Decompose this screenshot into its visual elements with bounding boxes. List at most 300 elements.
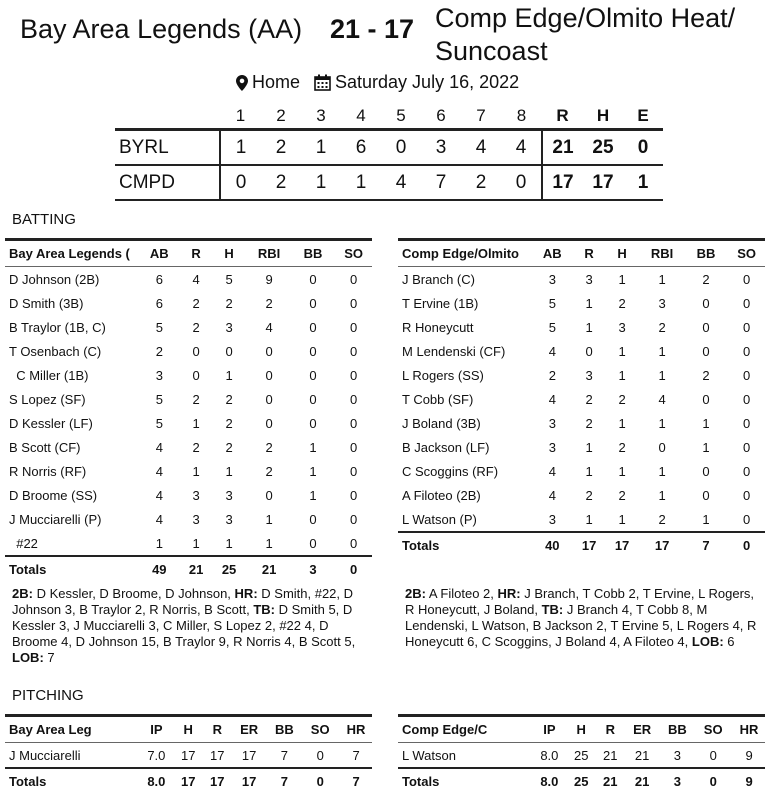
line-score-row bbox=[115, 130, 663, 166]
total-cell: 40 bbox=[530, 532, 571, 557]
stat-cell: 0 bbox=[309, 511, 317, 527]
column-header: Comp Edge/C bbox=[398, 716, 530, 743]
stat-cell: 2 bbox=[658, 319, 666, 335]
table-row bbox=[5, 267, 372, 292]
line-score-cell: 2 bbox=[261, 165, 301, 200]
stat-cell: 1 bbox=[155, 535, 163, 551]
table-row bbox=[5, 411, 372, 435]
table-row bbox=[398, 743, 765, 769]
stat-cell: 0 bbox=[350, 439, 358, 455]
line-score-cell: 17 bbox=[583, 165, 623, 200]
column-header: Comp Edge/Olmito bbox=[398, 240, 530, 267]
stat-cell: 3 bbox=[585, 367, 593, 383]
stat-cell: 1 bbox=[618, 343, 626, 359]
line-score-header-cell bbox=[115, 104, 220, 130]
note-label: 2B: bbox=[405, 586, 426, 601]
table-row bbox=[5, 291, 372, 315]
stat-cell: 1 bbox=[265, 535, 273, 551]
column-header: H bbox=[172, 716, 201, 743]
stat-cell: 0 bbox=[350, 511, 358, 527]
home-pitching-table bbox=[398, 714, 765, 793]
stat-cell: 0 bbox=[309, 391, 317, 407]
note-label: HR: bbox=[497, 586, 521, 601]
stat-cell: 1 bbox=[702, 511, 710, 527]
stat-cell: 0 bbox=[743, 487, 751, 503]
column-header: R bbox=[201, 716, 230, 743]
stat-cell: 2 bbox=[585, 391, 593, 407]
totals-label: Totals bbox=[5, 768, 137, 793]
stat-cell: 2 bbox=[192, 295, 200, 311]
column-header: IP bbox=[530, 716, 565, 743]
stat-cell: 0 bbox=[743, 319, 751, 335]
player-name: J Mucciarelli (P) bbox=[9, 511, 102, 527]
stat-cell: 1 bbox=[618, 367, 626, 383]
stat-cell: 0 bbox=[265, 487, 273, 503]
stat-cell: 2 bbox=[265, 295, 273, 311]
line-score-row bbox=[115, 165, 663, 200]
note-text: J Branch 4, T Cobb 8, M Lendenski, L Watson, B Jackson 2, T Ervine 5, L Rogers 4, R Honeycutt 6, C Scoggins, J Boland 4, A Filoteo 4, bbox=[405, 602, 757, 649]
stat-cell: 7.0 bbox=[147, 747, 166, 763]
total-cell: 7 bbox=[264, 768, 300, 793]
total-cell: 0 bbox=[693, 768, 729, 793]
stat-cell: 0 bbox=[316, 747, 324, 763]
player-name: R Norris (RF) bbox=[9, 463, 87, 479]
line-score-cell: 1 bbox=[301, 165, 341, 200]
calendar-icon bbox=[314, 74, 331, 91]
stat-cell: 4 bbox=[192, 271, 200, 287]
line-score-cell: 4 bbox=[501, 130, 542, 166]
table-row bbox=[398, 363, 765, 387]
player-name: D Broome (SS) bbox=[9, 487, 98, 503]
stat-cell: 0 bbox=[192, 367, 200, 383]
totals-label: Totals bbox=[398, 768, 530, 793]
stat-cell: 2 bbox=[225, 295, 233, 311]
away-pitching-table bbox=[5, 714, 372, 793]
stat-cell: 2 bbox=[265, 463, 273, 479]
stat-cell: 5 bbox=[155, 319, 163, 335]
column-header: Bay Area Legends ( bbox=[5, 240, 137, 267]
column-header: H bbox=[211, 240, 244, 267]
stat-cell: 0 bbox=[350, 415, 358, 431]
line-score-cell: 1 bbox=[220, 130, 261, 166]
stat-cell: 5 bbox=[548, 295, 556, 311]
table-row bbox=[398, 411, 765, 435]
table-row bbox=[5, 339, 372, 363]
line-score-header-cell: 4 bbox=[356, 106, 366, 125]
stat-cell: 0 bbox=[350, 343, 358, 359]
stat-cell: 3 bbox=[192, 511, 200, 527]
stat-cell: 1 bbox=[585, 439, 593, 455]
stat-cell: 3 bbox=[548, 511, 556, 527]
stat-cell: 2 bbox=[585, 415, 593, 431]
total-cell: 3 bbox=[291, 556, 332, 581]
total-cell: 9 bbox=[729, 768, 765, 793]
stat-cell: 0 bbox=[309, 343, 317, 359]
player-name: L Watson bbox=[402, 747, 456, 763]
stat-cell: 7 bbox=[352, 747, 360, 763]
stat-cell: 1 bbox=[265, 511, 273, 527]
column-header: AB bbox=[530, 240, 571, 267]
stat-cell: 21 bbox=[634, 747, 650, 763]
stat-cell: 2 bbox=[618, 295, 626, 311]
column-header: SO bbox=[331, 240, 372, 267]
line-score-cell: 25 bbox=[583, 130, 623, 166]
table-row bbox=[398, 459, 765, 483]
total-cell: 21 bbox=[244, 556, 291, 581]
stat-cell: 0 bbox=[309, 271, 317, 287]
player-name: B Jackson (LF) bbox=[402, 439, 490, 455]
note-label: LOB: bbox=[691, 634, 724, 649]
player-name: T Osenbach (C) bbox=[9, 343, 102, 359]
stat-cell: 0 bbox=[702, 463, 710, 479]
stat-cell: 2 bbox=[548, 367, 556, 383]
stat-cell: 6 bbox=[155, 295, 163, 311]
stat-cell: 21 bbox=[603, 747, 618, 763]
table-row bbox=[5, 387, 372, 411]
line-score-header-cell: 1 bbox=[235, 106, 246, 125]
column-header: H bbox=[604, 240, 637, 267]
table-row bbox=[398, 435, 765, 459]
away-team-name: Bay Area Legends (AA) bbox=[20, 14, 303, 44]
totals-row bbox=[398, 768, 765, 793]
column-header: BB bbox=[264, 716, 300, 743]
stat-cell: 0 bbox=[309, 535, 317, 551]
line-score-cell: 17 bbox=[542, 165, 583, 200]
stat-cell: 0 bbox=[265, 415, 273, 431]
table-row bbox=[398, 267, 765, 292]
total-cell: 17 bbox=[637, 532, 684, 557]
player-name: J Branch (C) bbox=[402, 271, 475, 287]
player-name: #22 bbox=[9, 535, 38, 551]
total-cell: 21 bbox=[178, 556, 211, 581]
stat-cell: 0 bbox=[350, 391, 358, 407]
stat-cell: 1 bbox=[309, 487, 317, 503]
stat-cell: 0 bbox=[743, 343, 751, 359]
column-header: BB bbox=[291, 240, 332, 267]
stat-cell: 1 bbox=[309, 439, 317, 455]
note-text: D Smith 5, D Kessler 3, J Mucciarelli 3, C Miller, S Lopez 2, #22 4, D Broome 4, D Johnson 15, B Traylor 9, R Norris 4, B Scott 5, bbox=[12, 602, 356, 649]
total-cell: 21 bbox=[623, 768, 658, 793]
column-header: HR bbox=[729, 716, 765, 743]
column-header: ER bbox=[230, 716, 265, 743]
column-header: R bbox=[571, 240, 604, 267]
totals-row bbox=[5, 768, 372, 793]
table-header bbox=[5, 716, 372, 743]
stat-cell: 5 bbox=[155, 415, 163, 431]
stat-cell: 1 bbox=[658, 487, 666, 503]
stat-cell: 4 bbox=[265, 319, 273, 335]
line-score-cell: 7 bbox=[421, 165, 461, 200]
totals-label: Totals bbox=[398, 532, 530, 557]
player-name: D Kessler (LF) bbox=[9, 415, 93, 431]
stat-cell: 4 bbox=[155, 463, 163, 479]
line-score-header-cell: H bbox=[596, 106, 610, 125]
total-cell: 17 bbox=[172, 768, 201, 793]
stat-cell: 2 bbox=[225, 415, 233, 431]
line-score-header-cell: 3 bbox=[316, 106, 326, 125]
line-score-cell: 4 bbox=[461, 130, 501, 166]
stat-cell: 0 bbox=[702, 487, 710, 503]
stat-cell: 0 bbox=[309, 319, 317, 335]
stat-cell: 0 bbox=[309, 415, 317, 431]
stat-cell: 2 bbox=[585, 487, 593, 503]
line-score-cell: 21 bbox=[542, 130, 583, 166]
stat-cell: 0 bbox=[585, 343, 593, 359]
stat-cell: 0 bbox=[743, 463, 751, 479]
totals-row bbox=[5, 556, 372, 581]
table-row bbox=[5, 315, 372, 339]
stat-cell: 5 bbox=[548, 319, 556, 335]
stat-cell: 5 bbox=[155, 391, 163, 407]
stat-cell: 2 bbox=[618, 439, 626, 455]
stat-cell: 1 bbox=[192, 535, 200, 551]
stat-cell: 0 bbox=[743, 391, 751, 407]
stat-cell: 0 bbox=[265, 391, 273, 407]
total-cell: 17 bbox=[604, 532, 637, 557]
stat-cell: 0 bbox=[192, 343, 200, 359]
note-label: TB: bbox=[541, 602, 564, 617]
column-header: ER bbox=[623, 716, 658, 743]
player-name: B Scott (CF) bbox=[9, 439, 81, 455]
stat-cell: 1 bbox=[585, 319, 593, 335]
total-cell: 0 bbox=[724, 532, 765, 557]
stat-cell: 4 bbox=[658, 391, 666, 407]
stat-cell: 0 bbox=[702, 295, 710, 311]
stat-cell: 25 bbox=[574, 747, 589, 763]
note-text: 7 bbox=[43, 650, 55, 665]
game-date: Saturday July 16, 2022 bbox=[335, 72, 520, 92]
player-name: C Miller (1B) bbox=[9, 367, 89, 383]
final-score: 21 - 17 bbox=[330, 14, 415, 44]
stat-cell: 3 bbox=[225, 511, 233, 527]
player-name: T Ervine (1B) bbox=[402, 295, 479, 311]
away-batting-table bbox=[5, 238, 372, 581]
stat-cell: 2 bbox=[618, 487, 626, 503]
stat-cell: 1 bbox=[192, 463, 200, 479]
player-name: R Honeycutt bbox=[402, 319, 474, 335]
total-cell: 49 bbox=[137, 556, 178, 581]
stat-cell: 4 bbox=[155, 439, 163, 455]
column-header: BB bbox=[684, 240, 725, 267]
stat-cell: 0 bbox=[709, 747, 717, 763]
column-header: SO bbox=[724, 240, 765, 267]
stat-cell: 1 bbox=[658, 271, 666, 287]
stat-cell: 3 bbox=[548, 415, 556, 431]
table-row bbox=[398, 291, 765, 315]
table-row bbox=[398, 339, 765, 363]
stat-cell: 1 bbox=[618, 511, 626, 527]
stat-cell: 17 bbox=[210, 747, 225, 763]
player-name: J Boland (3B) bbox=[402, 415, 481, 431]
player-name: D Johnson (2B) bbox=[9, 271, 100, 287]
stat-cell: 0 bbox=[743, 367, 751, 383]
line-score-cell: 6 bbox=[341, 130, 381, 166]
stat-cell: 0 bbox=[743, 439, 751, 455]
player-name: J Mucciarelli bbox=[9, 747, 81, 763]
player-name: L Rogers (SS) bbox=[402, 367, 484, 383]
stat-cell: 0 bbox=[350, 463, 358, 479]
player-name: S Lopez (SF) bbox=[9, 391, 86, 407]
line-score-table bbox=[115, 104, 663, 201]
stat-cell: 1 bbox=[585, 511, 593, 527]
line-score-cell: 1 bbox=[301, 130, 341, 166]
team-abbrev: BYRL bbox=[115, 130, 220, 166]
stat-cell: 1 bbox=[585, 295, 593, 311]
stat-cell: 0 bbox=[225, 343, 233, 359]
stat-cell: 1 bbox=[658, 463, 666, 479]
location-label: Home bbox=[252, 72, 301, 92]
stat-cell: 2 bbox=[658, 511, 666, 527]
stat-cell: 2 bbox=[225, 391, 233, 407]
stat-cell: 0 bbox=[309, 295, 317, 311]
line-score-cell: 0 bbox=[501, 165, 542, 200]
note-label: 2B: bbox=[12, 586, 33, 601]
table-row bbox=[398, 315, 765, 339]
stat-cell: 4 bbox=[548, 391, 556, 407]
player-name: T Cobb (SF) bbox=[402, 391, 474, 407]
player-name: B Traylor (1B, C) bbox=[9, 319, 106, 335]
line-score-header-cell: 7 bbox=[476, 106, 486, 125]
stat-cell: 2 bbox=[225, 439, 233, 455]
stat-cell: 0 bbox=[350, 295, 358, 311]
stat-cell: 3 bbox=[548, 271, 556, 287]
stat-cell: 2 bbox=[192, 439, 200, 455]
stat-cell: 4 bbox=[155, 487, 163, 503]
stat-cell: 2 bbox=[192, 319, 200, 335]
table-row bbox=[5, 743, 372, 769]
column-header: SO bbox=[300, 716, 336, 743]
column-header: AB bbox=[137, 240, 178, 267]
stat-cell: 2 bbox=[618, 391, 626, 407]
stat-cell: 0 bbox=[743, 271, 751, 287]
player-name: D Smith (3B) bbox=[9, 295, 84, 311]
player-name: L Watson (P) bbox=[402, 511, 477, 527]
line-score-header-cell: E bbox=[637, 106, 649, 125]
away-batting-notes bbox=[12, 586, 372, 666]
stat-cell: 3 bbox=[673, 747, 681, 763]
stat-cell: 7 bbox=[280, 747, 288, 763]
stat-cell: 1 bbox=[225, 535, 233, 551]
stat-cell: 9 bbox=[745, 747, 753, 763]
team-abbrev: CMPD bbox=[115, 165, 220, 200]
stat-cell: 2 bbox=[192, 391, 200, 407]
table-row bbox=[5, 363, 372, 387]
stat-cell: 1 bbox=[309, 463, 317, 479]
note-text: 6 bbox=[723, 634, 735, 649]
totals-row bbox=[398, 532, 765, 557]
line-score-cell: 2 bbox=[261, 130, 301, 166]
stat-cell: 0 bbox=[265, 343, 273, 359]
table-header bbox=[5, 240, 372, 267]
stat-cell: 1 bbox=[702, 415, 710, 431]
table-header bbox=[398, 240, 765, 267]
stat-cell: 2 bbox=[702, 367, 710, 383]
stat-cell: 1 bbox=[618, 415, 626, 431]
stat-cell: 6 bbox=[155, 271, 163, 287]
table-row bbox=[5, 435, 372, 459]
stat-cell: 17 bbox=[241, 747, 257, 763]
column-header: RBI bbox=[637, 240, 684, 267]
stat-cell: 1 bbox=[658, 415, 666, 431]
stat-cell: 5 bbox=[225, 271, 233, 287]
stat-cell: 0 bbox=[702, 391, 710, 407]
line-score-header-cell: 8 bbox=[516, 106, 527, 125]
stat-cell: 1 bbox=[585, 463, 593, 479]
table-row bbox=[398, 387, 765, 411]
stat-cell: 0 bbox=[309, 367, 317, 383]
totals-label: Totals bbox=[5, 556, 137, 581]
line-score-cell: 0 bbox=[381, 130, 421, 166]
stat-cell: 0 bbox=[743, 511, 751, 527]
column-header: IP bbox=[137, 716, 172, 743]
column-header: H bbox=[565, 716, 594, 743]
player-name: C Scoggins (RF) bbox=[402, 463, 499, 479]
stat-cell: 17 bbox=[181, 747, 196, 763]
column-header: R bbox=[594, 716, 623, 743]
stat-cell: 0 bbox=[350, 319, 358, 335]
stat-cell: 4 bbox=[155, 511, 163, 527]
note-text: D Smith, #22, D Johnson 3, B Traylor 2, R Norris, B Scott, bbox=[12, 586, 354, 617]
stat-cell: 3 bbox=[548, 439, 556, 455]
stat-cell: 4 bbox=[548, 463, 556, 479]
line-score-cell: 3 bbox=[421, 130, 461, 166]
game-meta bbox=[236, 72, 519, 93]
column-header: BB bbox=[657, 716, 693, 743]
total-cell: 7 bbox=[336, 768, 372, 793]
column-header: R bbox=[178, 240, 211, 267]
stat-cell: 8.0 bbox=[540, 747, 559, 763]
line-score-header-cell: 2 bbox=[276, 106, 286, 125]
total-cell: 17 bbox=[571, 532, 604, 557]
stat-cell: 4 bbox=[548, 343, 556, 359]
stat-cell: 3 bbox=[585, 271, 593, 287]
stat-cell: 1 bbox=[225, 463, 233, 479]
table-row bbox=[5, 459, 372, 483]
stat-cell: 0 bbox=[702, 319, 710, 335]
column-header: SO bbox=[693, 716, 729, 743]
stat-cell: 0 bbox=[350, 487, 358, 503]
stat-cell: 0 bbox=[350, 271, 358, 287]
column-header: Bay Area Leg bbox=[5, 716, 137, 743]
line-score-header-cell: 6 bbox=[436, 106, 446, 125]
column-header: RBI bbox=[244, 240, 291, 267]
line-score-cell: 2 bbox=[461, 165, 501, 200]
stat-cell: 0 bbox=[350, 367, 358, 383]
note-label: LOB: bbox=[12, 650, 44, 665]
note-label: HR: bbox=[234, 586, 258, 601]
line-score-cell: 4 bbox=[381, 165, 421, 200]
home-batting-table bbox=[398, 238, 765, 557]
player-name: A Filoteo (2B) bbox=[402, 487, 481, 503]
stat-cell: 0 bbox=[265, 367, 273, 383]
location-pin-icon bbox=[236, 75, 248, 91]
total-cell: 25 bbox=[565, 768, 594, 793]
total-cell: 25 bbox=[211, 556, 244, 581]
batting-heading: BATTING bbox=[12, 211, 76, 228]
stat-cell: 1 bbox=[658, 367, 666, 383]
stat-cell: 3 bbox=[225, 487, 233, 503]
stat-cell: 1 bbox=[618, 463, 626, 479]
note-text: D Kessler, D Broome, D Johnson, bbox=[32, 586, 235, 601]
stat-cell: 3 bbox=[155, 367, 163, 383]
total-cell: 17 bbox=[201, 768, 230, 793]
stat-cell: 3 bbox=[192, 487, 200, 503]
home-team-name: Comp Edge/Olmito Heat/ Suncoast bbox=[435, 3, 736, 66]
line-score-header-cell: 5 bbox=[396, 106, 406, 125]
table-header bbox=[398, 716, 765, 743]
stat-cell: 1 bbox=[702, 439, 710, 455]
total-cell: 7 bbox=[684, 532, 725, 557]
